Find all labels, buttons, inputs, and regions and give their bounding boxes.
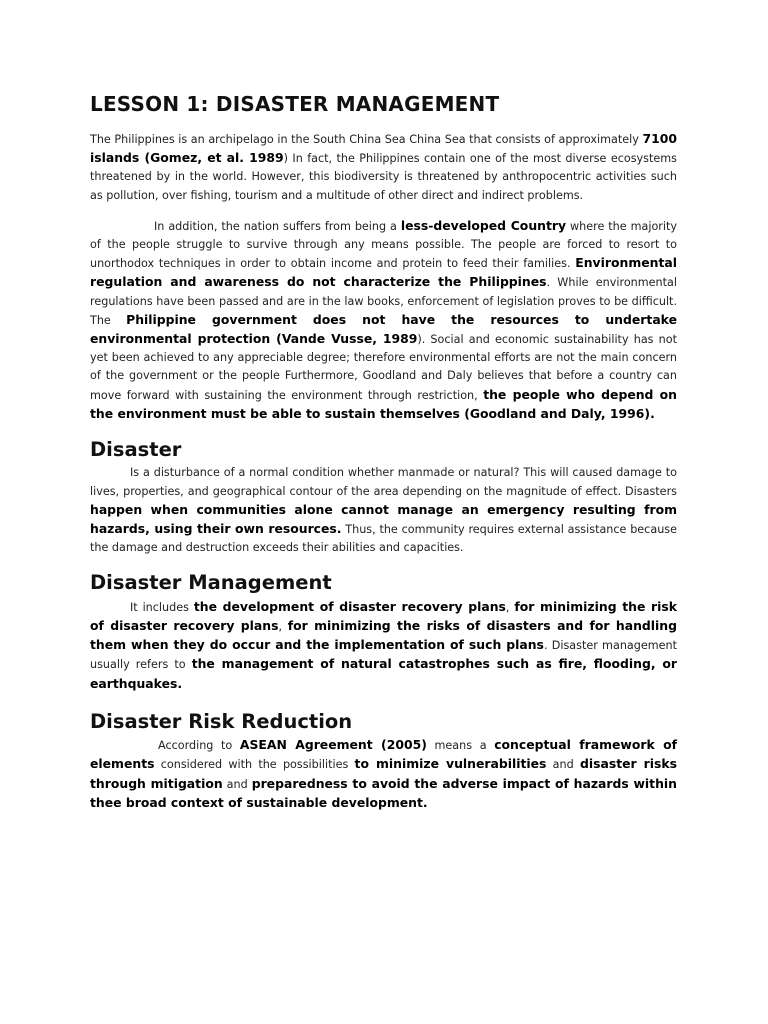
- intro-p2-emphasis: less-developed Country: [400, 217, 567, 233]
- section-emphasis: preparedness to avoid the adverse impact of hazards within thee broad context of sustainable development.: [90, 775, 677, 810]
- intro-p2-emphasis: Philippine government does not have the resources to undertake environmental protection (Vande Vusse, 1989: [90, 311, 677, 347]
- section-emphasis: the development of disaster recovery plans: [193, 598, 506, 614]
- section-text: Thus, the community requires external assistance because the damage and destruction exceeds their abilities and capacities.: [90, 523, 677, 555]
- section-text-disaster-risk-reduction: [90, 736, 677, 813]
- section-text: ,: [278, 620, 288, 634]
- section-emphasis: for minimizing the risk of disaster recovery plans: [90, 598, 677, 634]
- section-text: considered with the possibilities: [154, 758, 355, 772]
- intro-p1-text: The Philippines is an archipelago in the South China Sea China Sea that consists of approximately: [90, 133, 643, 146]
- intro-p2-emphasis: the people who depend on the environment must be able to sustain themselves (Goodland and Daly, 1996).: [90, 386, 677, 421]
- intro-p2-text: where the majority of the people struggle to survive through any means possible. The people are forced to resort to unorthodox techniques in order to obtain income and protein to feed their families.: [90, 219, 678, 271]
- section-text-disaster: [90, 464, 677, 557]
- section-emphasis: conceptual framework of elements: [90, 737, 678, 772]
- section-text: means a: [426, 739, 495, 753]
- intro-p2-emphasis: Environmental regulation and awareness do not characterize the Philippines: [90, 255, 677, 290]
- intro-paragraph-1: [90, 130, 677, 205]
- section-text: It includes: [130, 600, 194, 614]
- intro-p2-text: . While environmental regulations have been passed and are in the law books, enforcement of legislation proves to be difficult. The: [90, 276, 677, 327]
- section-text: and: [222, 777, 252, 791]
- intro-p2-text: In addition, the nation suffers from being a: [154, 219, 401, 233]
- section-emphasis: disaster risks through mitigation: [90, 756, 677, 791]
- section-text: . Disaster management usually refers to: [90, 639, 678, 672]
- intro-p1-text: ) In fact, the Philippines contain one of the most diverse ecosystems threatened by in the world. However, this biodiversity is threatened by anthropocentric activities such as pollution, over fishing, tourism and a multitude of other direct and indirect problems.: [90, 152, 677, 202]
- section-heading-disaster: Disaster: [90, 438, 182, 462]
- section-emphasis: ASEAN Agreement (2005): [239, 737, 427, 753]
- section-heading-disaster-management: Disaster Management: [90, 571, 332, 595]
- section-text-disaster-management: [90, 598, 677, 694]
- section-emphasis: happen when communities alone cannot manage an emergency resulting from hazards, using their own resources.: [90, 501, 677, 537]
- section-text: According to: [158, 739, 240, 753]
- document-page: [90, 92, 677, 813]
- section-emphasis: for minimizing the risks of disasters and for handling them when they do occur and the implementation of such plans: [90, 618, 677, 653]
- section-emphasis: the management of natural catastrophes such as fire, flooding, or earthquakes.: [90, 656, 677, 691]
- intro-paragraph-2: [90, 217, 677, 424]
- lesson-title: LESSON 1: DISASTER MANAGEMENT: [90, 92, 500, 116]
- section-text: and: [546, 758, 580, 772]
- intro-p2-text: ). Social and economic sustainability has not yet been achieved to any appreciable degree; therefore environmental efforts are not the main concern of the government or the people Furthermore, Goodland and Daly believes that before a country can move forward with sustaining the environment through restriction,: [90, 333, 677, 402]
- section-text: Is a disturbance of a normal condition whether manmade or natural? This will caused damage to lives, properties, and geographical contour of the area depending on the magnitude of effect. Disasters: [90, 466, 677, 498]
- islands-citation: 7100 islands (Gomez, et al. 1989: [90, 131, 677, 166]
- section-emphasis: to minimize vulnerabilities: [354, 756, 547, 772]
- section-heading-disaster-risk-reduction: Disaster Risk Reduction: [90, 709, 353, 733]
- section-text: ,: [505, 600, 515, 614]
